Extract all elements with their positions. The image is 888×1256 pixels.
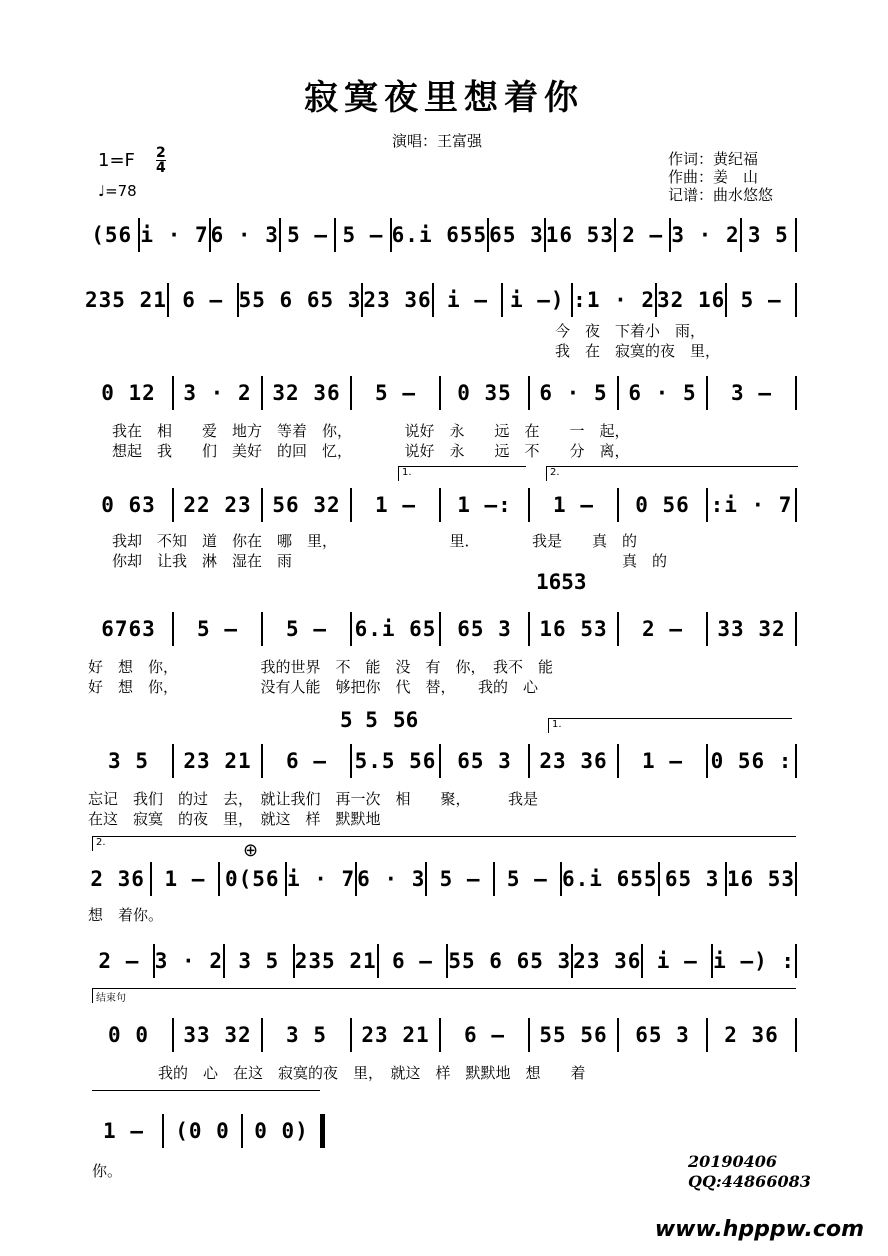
measure: 1 – <box>375 493 416 517</box>
measure: 0(56 <box>224 867 280 891</box>
measure: 5 – <box>342 223 384 247</box>
staff-row-6 <box>85 744 797 778</box>
measure: i –) : <box>713 949 796 973</box>
site-watermark[interactable]: www.hpppw.com <box>654 1217 864 1242</box>
measure: i · 7 <box>286 867 356 891</box>
measure: 5 – <box>287 223 329 247</box>
measure: 6 · 3 <box>210 223 279 247</box>
singer: 演唱：王富强 <box>392 132 483 150</box>
measure: 1 – <box>553 493 594 517</box>
measure: 6763 <box>101 617 156 641</box>
measure: 3 5 <box>286 1023 327 1047</box>
measure: 65 3 <box>635 1023 690 1047</box>
end-label: 结束句 <box>96 993 126 1004</box>
bracket-line <box>92 1090 320 1091</box>
measure: 6 – <box>286 749 327 773</box>
measure: 3 · 2 <box>671 223 740 247</box>
measure: 32 16 <box>657 288 726 312</box>
lyric-line: 我却 不知 道 你在 哪 里， 里． 我是 真 的 <box>112 532 638 550</box>
bar-line <box>795 862 797 896</box>
measure: 23 36 <box>363 288 432 312</box>
measure: 22 23 <box>183 493 252 517</box>
bar-line <box>795 944 797 978</box>
measure: 16 53 <box>545 223 614 247</box>
key-signature: 1=F <box>98 150 135 171</box>
measure: i – <box>447 288 488 312</box>
measure: 6.i 655 <box>391 223 488 247</box>
measure: 0 35 <box>457 381 512 405</box>
measure: 235 21 <box>294 949 377 973</box>
tempo-mark: ♩=78 <box>98 182 137 200</box>
lyric-line: 好 想 你， 我的世界 不 能 没 有 你， 我不 能 <box>88 658 554 676</box>
measure: 16 53 <box>726 867 796 891</box>
qq-stamp: QQ:44866083 <box>688 1172 811 1191</box>
measure: 0 56 : <box>710 749 793 773</box>
time-sig-top: 2 <box>156 145 166 161</box>
coda-icon: ⊕ <box>243 840 259 861</box>
measure: 5 – <box>197 617 238 641</box>
measure: 6 – <box>464 1023 505 1047</box>
volta-first: 1. <box>548 718 792 733</box>
volta-second: 2. <box>92 836 796 851</box>
measure: 5 – <box>286 617 327 641</box>
lyricist: 作词：黄纪福 <box>668 150 759 168</box>
measure: 0 56 <box>635 493 690 517</box>
measure: 65 3 <box>457 749 512 773</box>
measure: 1 – <box>103 1119 144 1143</box>
measure: 65 3 <box>457 617 512 641</box>
measure: 3 – <box>731 381 772 405</box>
lyric-line: 今 夜 下着小 雨， <box>555 322 706 340</box>
measure: 55 6 65 3 <box>238 288 362 312</box>
measure: 3 · 2 <box>183 381 252 405</box>
end-section-marker <box>92 988 796 1003</box>
time-sig-bottom: 4 <box>156 160 166 176</box>
lyric-line: 我 在 寂寞的夜 里， <box>555 342 721 360</box>
measure: 6 – <box>392 949 433 973</box>
measure: i · 7 <box>140 223 209 247</box>
staff-row-3 <box>85 376 797 410</box>
measure: 23 21 <box>361 1023 430 1047</box>
staff-row-7 <box>85 862 797 896</box>
measure: 3 5 <box>238 949 280 973</box>
measure: 0 12 <box>101 381 156 405</box>
volta-first: 1. <box>398 466 526 481</box>
measure: 6 · 5 <box>539 381 608 405</box>
measure: 2 36 <box>90 867 145 891</box>
bar-line <box>795 376 797 410</box>
transcriber: 记谱：曲水悠悠 <box>668 186 774 204</box>
staff-row-8 <box>85 944 797 978</box>
staff-row-2 <box>85 283 797 317</box>
measure: 1 – <box>164 867 206 891</box>
measure: 3 5 <box>747 223 789 247</box>
volta-second: 2. <box>546 466 798 481</box>
alt-notes: 1653 <box>536 570 587 594</box>
measure: 0 0 <box>108 1023 149 1047</box>
measure: 5.5 56 <box>354 749 437 773</box>
measure: 56 32 <box>272 493 341 517</box>
measure: 5 – <box>375 381 416 405</box>
measure: (0 0 <box>175 1119 230 1143</box>
bar-line <box>795 488 797 522</box>
measure: 0 63 <box>101 493 156 517</box>
lyric-line: 想起 我 们 美好 的回 忆， 说好 永 远 不 分 离， <box>112 442 630 460</box>
staff-row-9 <box>85 1018 797 1052</box>
bar-line <box>795 1018 797 1052</box>
measure: (56 <box>91 223 133 247</box>
final-bar-line <box>320 1114 325 1148</box>
measure: 2 36 <box>724 1023 779 1047</box>
measure: 55 6 65 3 <box>448 949 572 973</box>
staff-row-1 <box>85 218 797 252</box>
measure: 3 · 2 <box>154 949 223 973</box>
measure: :i · 7 <box>710 493 793 517</box>
measure: 55 56 <box>539 1023 608 1047</box>
measure: 33 32 <box>183 1023 252 1047</box>
lyric-line: 你。 <box>92 1162 123 1180</box>
measure: 6 – <box>182 288 224 312</box>
bar-line <box>795 218 797 252</box>
measure: 23 21 <box>183 749 252 773</box>
alt-notes: 56 <box>393 708 419 732</box>
date-stamp: 20190406 <box>688 1152 778 1171</box>
measure: 5 – <box>439 867 481 891</box>
bar-line <box>795 612 797 646</box>
staff-row-10 <box>85 1114 325 1148</box>
measure: 2 – <box>642 617 683 641</box>
measure: 65 3 <box>489 223 544 247</box>
measure: 235 21 <box>85 288 167 312</box>
measure: 5 – <box>740 288 782 312</box>
lyric-line: 我的 心 在这 寂寞的夜 里， 就这 样 默默地 想 着 <box>158 1064 586 1082</box>
staff-row-4 <box>85 488 797 522</box>
measure: 1 – <box>642 749 683 773</box>
alt-notes: 5 5 <box>340 708 378 732</box>
measure: 33 32 <box>717 617 786 641</box>
measure: 2 – <box>98 949 140 973</box>
measure: 2 – <box>622 223 664 247</box>
measure: :1 · 2 <box>573 288 656 312</box>
staff-row-5 <box>85 612 797 646</box>
measure: 0 0) <box>254 1119 309 1143</box>
bar-line <box>795 744 797 778</box>
time-signature <box>156 146 166 175</box>
measure: 1 –: <box>457 493 512 517</box>
composer: 作曲：姜 山 <box>668 168 759 186</box>
measure: 6 · 5 <box>628 381 697 405</box>
lyric-line: 我在 相 爱 地方 等着 你， 说好 永 远 在 一 起， <box>112 422 630 440</box>
measure: 32 36 <box>272 381 341 405</box>
measure: 23 36 <box>573 949 642 973</box>
measure: 3 5 <box>108 749 149 773</box>
bar-line <box>795 283 797 317</box>
measure: 65 3 <box>664 867 720 891</box>
lyric-line: 在这 寂寞 的夜 里， 就这 样 默默地 <box>88 810 381 828</box>
measure: 6 · 3 <box>357 867 426 891</box>
measure: 6.i 65 <box>354 617 437 641</box>
measure: i – <box>656 949 698 973</box>
measure: 5 – <box>506 867 548 891</box>
lyric-line: 忘记 我们 的过 去， 就让我们 再一次 相 聚， 我是 <box>88 790 539 808</box>
measure: 6.i 655 <box>562 867 658 891</box>
measure: i –) <box>510 288 565 312</box>
song-title: 寂寞夜里想着你 <box>304 78 584 118</box>
measure: 23 36 <box>539 749 608 773</box>
lyric-line: 想 着你。 <box>88 906 164 924</box>
measure: 16 53 <box>539 617 608 641</box>
lyric-line: 好 想 你， 没有人能 够把你 代 替， 我的 心 <box>88 678 539 696</box>
lyric-line: 你却 让我 淋 湿在 雨 真 的 <box>112 552 668 570</box>
